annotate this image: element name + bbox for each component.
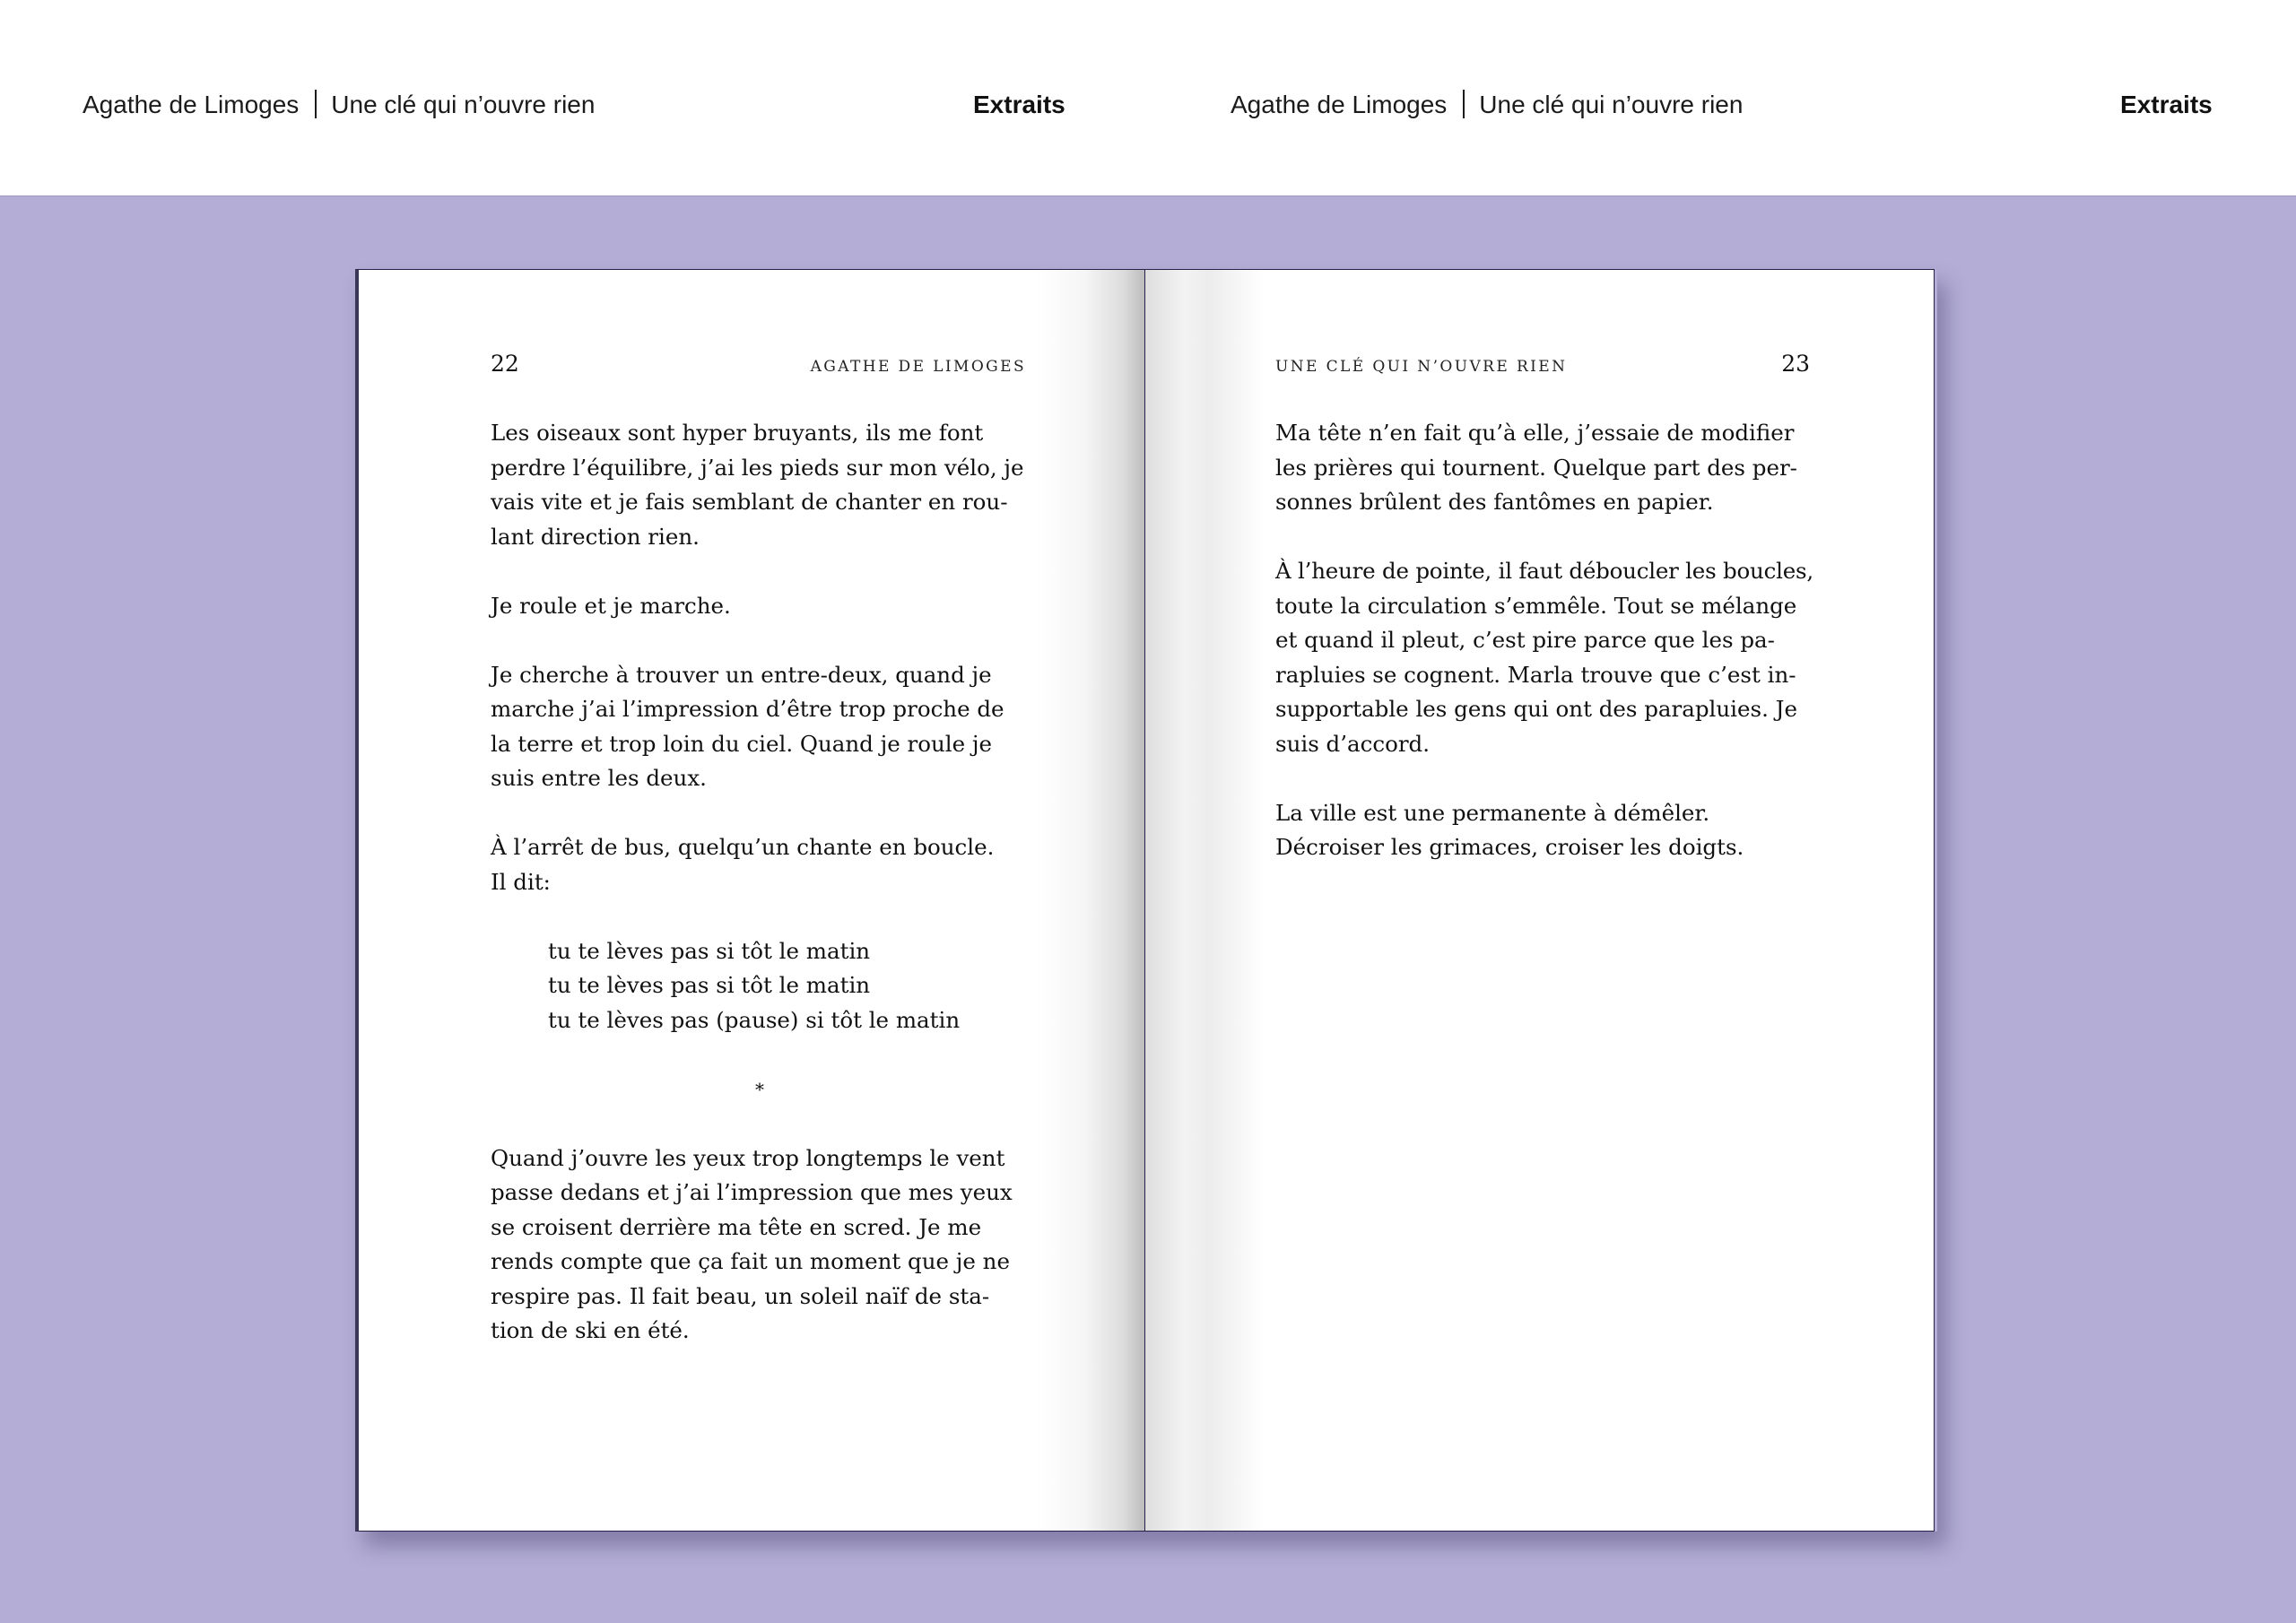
header-right-title: Une clé qui n’ouvre rien [1479,91,1744,118]
text-line: vais vite et je fais semblant de chanter en rou- [491,489,1008,515]
song-verse [548,934,1029,1038]
paragraph [491,416,1029,554]
verse-line: tu te lèves pas (pause) si tôt le matin [548,1006,961,1033]
text-line: tion de ski en été. [491,1317,690,1343]
header-right-credit [1231,88,1743,122]
text-line: suis d’accord. [1275,730,1431,757]
text-line: lant direction rien. [491,523,700,550]
header-left-title: Une clé qui n’ouvre rien [331,91,596,118]
paragraph [491,658,1029,796]
paragraph [1275,796,1813,865]
text-line: Ma tête n’en fait qu’à elle, j’essaie de modifier [1275,420,1795,446]
text-line: passe dedans et j’ai l’impression que mes yeux [491,1179,1013,1205]
header-left-divider [315,90,317,118]
text-line: À l’arrêt de bus, quelqu’un chante en boucle. [491,834,995,860]
text-line: les prières qui tournent. Quelque part des per- [1275,454,1797,481]
text-line: se croisent derrière ma tête en scred. Je me [491,1213,982,1240]
text-line: Je roule et je marche. [491,592,731,619]
book-spread [355,269,1937,1532]
right-page-number: 23 [1781,351,1810,377]
text-line: marche j’ai l’impression d’être trop proche de [491,696,1004,722]
verse-line: tu te lèves pas si tôt le matin [548,972,871,998]
right-page-text [1275,416,1813,899]
text-line: rends compte que ça fait un moment que je ne [491,1248,1010,1274]
text-line: Les oiseaux sont hyper bruyants, ils me font [491,420,984,446]
text-line: Il dit: [491,868,551,895]
header-bar [0,0,2296,196]
text-line: rapluies se cognent. Marla trouve que c’est in- [1275,661,1796,688]
paragraph [491,1141,1029,1349]
text-line: respire pas. Il fait beau, un soleil naïf de sta- [491,1282,990,1309]
paragraph [1275,554,1813,761]
text-line: Décroiser les grimaces, croiser les doigts. [1275,834,1744,860]
header-right-author: Agathe de Limoges [1231,91,1448,118]
header-left-credit [83,88,595,122]
header-left-section: Extraits [973,91,1065,118]
text-line: À l’heure de pointe, il faut déboucler les boucles, [1275,558,1813,584]
verse-line: tu te lèves pas si tôt le matin [548,937,871,964]
left-page-number: 22 [491,351,519,377]
header-right-divider [1463,90,1465,118]
right-page [1144,269,1935,1532]
paragraph [491,589,1029,624]
header-right-section: Extraits [2120,91,2213,118]
text-line: sonnes brûlent des fantômes en papier. [1275,489,1714,515]
section-separator: * [755,1078,764,1100]
text-line: toute la circulation s’emmêle. Tout se mélange [1275,592,1797,619]
left-page [355,269,1148,1532]
text-line: et quand il pleut, c’est pire parce que les pa- [1275,627,1775,653]
text-line: suis entre les deux. [491,765,707,791]
right-running-head: UNE CLÉ QUI N’OUVRE RIEN [1275,358,1568,376]
text-line: supportable les gens qui ont des parapluies. Je [1275,696,1797,722]
text-line: perdre l’équilibre, j’ai les pieds sur mon vélo, je [491,454,1024,481]
text-line: Je cherche à trouver un entre-deux, quand je [491,661,992,688]
header-left-author: Agathe de Limoges [83,91,300,118]
left-running-head: AGATHE DE LIMOGES [810,358,1026,376]
text-line: La ville est une permanente à démêler. [1275,799,1710,826]
text-line: Quand j’ouvre les yeux trop longtemps le vent [491,1144,1005,1171]
text-line: la terre et trop loin du ciel. Quand je roule je [491,730,992,757]
left-page-text [491,416,1029,1383]
paragraph [491,830,1029,899]
paragraph [1275,416,1813,520]
